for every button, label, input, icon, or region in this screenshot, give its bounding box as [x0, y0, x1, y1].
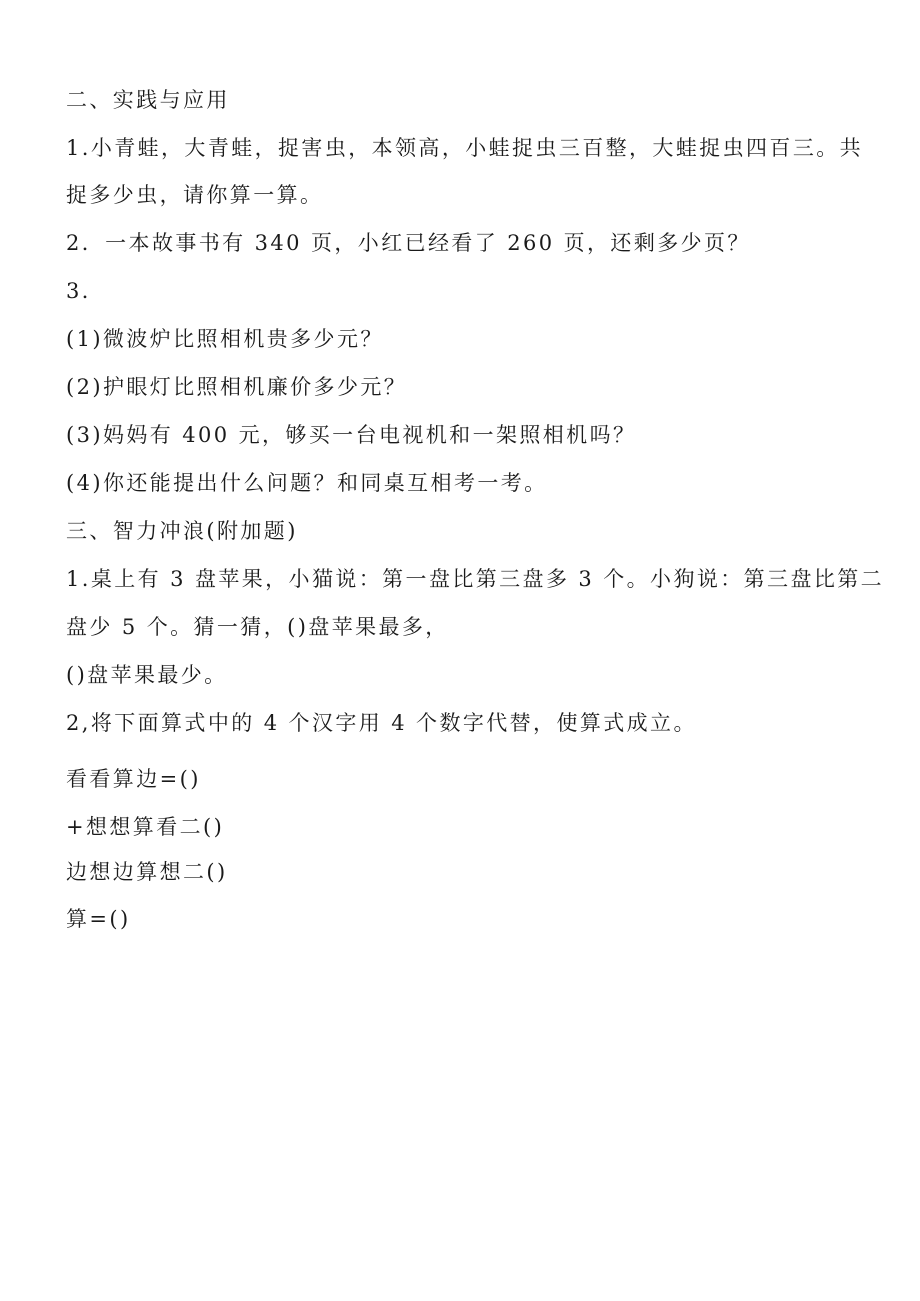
equation-line-2: +想想算看二() [66, 815, 225, 839]
section-heading-practice: 二、实践与应用 [66, 88, 230, 112]
question-1-line-2: 捉多少虫，请你算一算。 [66, 183, 324, 207]
bonus-question-1-line-1: 1.桌上有 3 盘苹果，小猫说：第一盘比第三盘多 3 个。小狗说：第三盘比第二 [66, 567, 885, 591]
equation-line-4: 算=() [66, 907, 131, 931]
bonus-question-2: 2,将下面算式中的 4 个汉字用 4 个数字代替，使算式成立。 [66, 711, 697, 735]
section-heading-bonus: 三、智力冲浪(附加题) [66, 519, 298, 543]
question-2: 2．一本故事书有 340 页，小红已经看了 260 页，还剩多少页？ [66, 231, 751, 255]
equation-line-3: 边想边算想二() [66, 860, 228, 884]
question-3-part-1: (1)微波炉比照相机贵多少元？ [66, 327, 384, 351]
question-3-part-2: (2)护眼灯比照相机廉价多少元？ [66, 375, 408, 399]
bonus-question-1-line-3: ()盘苹果最少。 [66, 663, 228, 687]
equation-line-1: 看看算边=() [66, 767, 201, 791]
question-3-part-3: (3)妈妈有 400 元，够买一台电视机和一架照相机吗？ [66, 423, 637, 447]
question-3-part-4: (4)你还能提出什么问题？和同桌互相考一考。 [66, 471, 548, 495]
question-3: 3． [66, 279, 106, 303]
bonus-question-1-line-2: 盘少 5 个。猜一猜，()盘苹果最多， [66, 615, 449, 639]
question-1-line-1: 1.小青蛙，大青蛙，捉害虫，本领高，小蛙捉虫三百整，大蛙捉虫四百三。共 [66, 136, 864, 160]
